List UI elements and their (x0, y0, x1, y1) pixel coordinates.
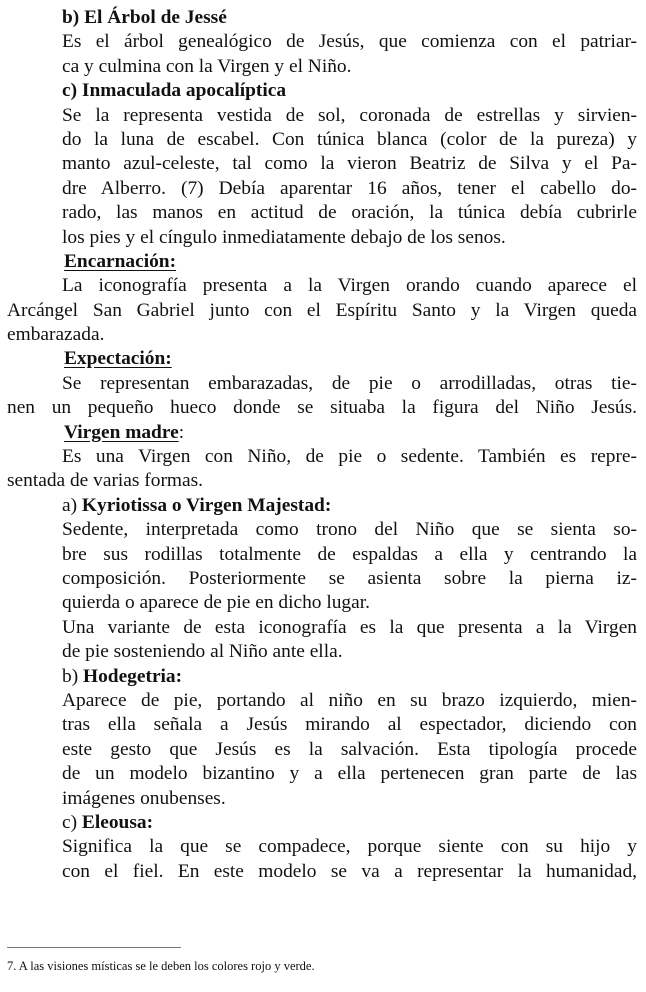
paragraph-line: Sedente, interpretada como trono del Niño que se sienta so- (62, 519, 637, 541)
paragraph-line: quierda o aparece de pie en dicho lugar. (62, 592, 370, 614)
paragraph-line: ca y culmina con la Virgen y el Niño. (62, 55, 352, 77)
footnote-divider (7, 947, 181, 948)
paragraph-line: La iconografía presenta a la Virgen orando cuando aparece el (62, 275, 637, 297)
paragraph-line: tras ella señala a Jesús mirando al espectador, diciendo con (62, 714, 637, 736)
heading-expectacion-wrap (7, 347, 637, 371)
heading-eleousa: Eleousa: (81, 811, 154, 833)
paragraph-line: los pies y el cíngulo inmediatamente debajo de los senos. (62, 226, 506, 248)
paragraph-line: de un modelo bizantino y a ella pertenecen gran parte de las (62, 763, 637, 785)
paragraph-line: embarazada. (7, 324, 105, 346)
heading-colon: : (178, 421, 185, 443)
paragraph-line: Es una Virgen con Niño, de pie o sedente. También es repre- (62, 446, 637, 468)
heading-encarnacion-wrap (7, 250, 637, 274)
paragraph-line: imágenes onubenses. (62, 787, 226, 809)
paragraph-line: nen un pequeño hueco donde se situaba la figura del Niño Jesús. (7, 397, 637, 419)
paragraph-line: Arcángel San Gabriel junto con el Espíritu Santo y la Virgen queda (7, 299, 637, 321)
paragraph-line: Significa la que se compadece, porque siente con su hijo y (62, 836, 637, 858)
heading-prefix: c) (62, 811, 82, 833)
heading-hodegetria: Hodegetria: (83, 665, 183, 687)
heading-arbol-de-jesse: b) El Árbol de Jessé (62, 7, 227, 28)
paragraph-line: do la luna de escabel. Con túnica blanca (color de la pureza) y (62, 128, 637, 150)
paragraph-line: manto azul-celeste, tal como la vieron Beatriz de Silva y el Pa- (62, 153, 637, 175)
heading-prefix: a) (62, 494, 82, 516)
paragraph-line: rado, las manos en actitud de oración, la túnica debía cubrirle (62, 202, 637, 224)
page-body (7, 6, 637, 884)
paragraph-line: este gesto que Jesús es la salvación. Esta tipología procede (62, 738, 637, 760)
heading-encarnacion: Encarnación: (64, 250, 177, 272)
heading-expectacion: Expectación: (64, 348, 172, 370)
paragraph-line: Aparece de pie, portando al niño en su brazo izquierdo, mien- (62, 689, 637, 711)
paragraph-line: Se la representa vestida de sol, coronada de estrellas y sirvien- (62, 104, 637, 126)
heading-eleousa-wrap (7, 811, 637, 835)
paragraph-line: Se representan embarazadas, de pie o arrodilladas, otras tie- (62, 372, 637, 394)
heading-virgen-madre-wrap (7, 421, 637, 445)
heading-hodegetria-wrap (7, 665, 637, 689)
paragraph-line: Una variante de esta iconografía es la que presenta a la Virgen (62, 616, 637, 638)
paragraph-line: con el fiel. En este modelo se va a representar la humanidad, (62, 860, 637, 882)
paragraph-line: bre sus rodillas totalmente de espaldas a ella y centrando la (62, 543, 637, 565)
heading-kyriotissa: Kyriotissa o Virgen Majestad: (81, 494, 332, 516)
paragraph-line: Es el árbol genealógico de Jesús, que comienza con el patriar- (62, 31, 637, 53)
paragraph-line: sentada de varias formas. (7, 470, 203, 492)
heading-kyriotissa-wrap (7, 494, 637, 518)
paragraph-line: composición. Posteriormente se asienta sobre la pierna iz- (62, 567, 637, 589)
heading-inmaculada-apocaliptica: c) Inmaculada apocalíptica (62, 80, 287, 102)
heading-prefix: b) (62, 665, 84, 687)
paragraph-line: dre Alberro. (7) Debía aparentar 16 años, tener el cabello do- (62, 177, 637, 199)
paragraph-line: de pie sosteniendo al Niño ante ella. (62, 641, 343, 663)
heading-virgen-madre: Virgen madre (64, 421, 179, 443)
footnote-7: 7. A las visiones místicas se le deben los colores rojo y verde. (7, 959, 315, 973)
